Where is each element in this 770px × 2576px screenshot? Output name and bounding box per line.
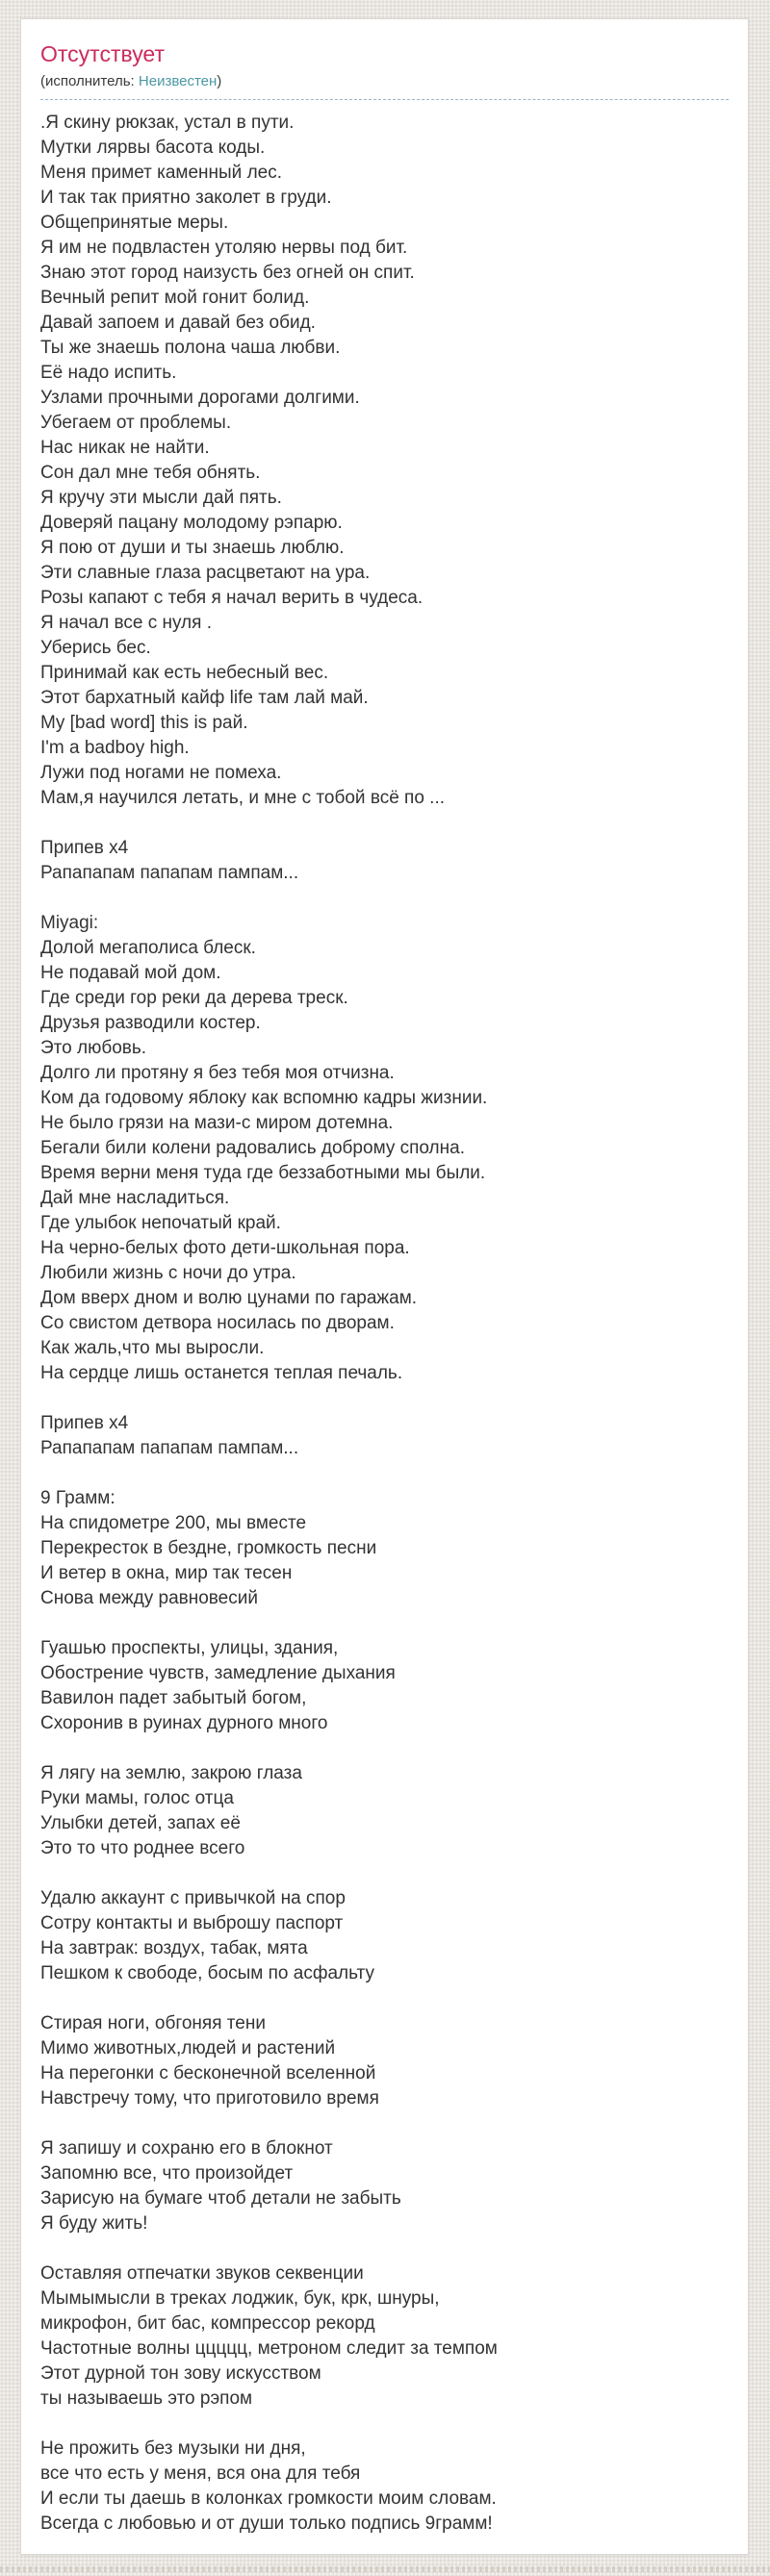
lyric-line: Узлами прочными дорогами долгими. <box>40 388 360 408</box>
lyrics-text <box>40 111 729 2537</box>
lyric-line: Стирая ноги, обгоняя тени <box>40 2013 266 2033</box>
lyric-line: Долой мегаполиса блеск. <box>40 938 256 958</box>
lyric-line: Долго ли протяну я без тебя моя отчизна. <box>40 1063 395 1083</box>
lyric-line: Мимо животных,людей и растений <box>40 2038 336 2058</box>
lyric-line: Частотные волны ццццц, метроном следит за темпом <box>40 2338 498 2359</box>
lyric-line: Время верни меня туда где беззаботными мы были. <box>40 1163 486 1183</box>
lyric-line: Я запишу и сохраню его в блокнот <box>40 2138 333 2159</box>
lyric-line: Меня примет каменный лес. <box>40 163 283 183</box>
lyric-line: На спидометре 200, мы вместе <box>40 1513 307 1533</box>
lyric-line: И так так приятно заколет в груди. <box>40 188 332 208</box>
lyric-line: Припев x4 <box>40 1413 129 1433</box>
lyric-line <box>40 1861 729 1886</box>
lyric-line: Где улыбок непочатый край. <box>40 1213 281 1233</box>
lyric-line <box>40 1986 729 2011</box>
lyric-line: Нас никак не найти. <box>40 438 210 458</box>
lyric-line: На завтрак: воздух, табак, мята <box>40 1938 308 1958</box>
lyric-line: Я кручу эти мысли дай пять. <box>40 488 282 508</box>
lyric-line: Принимай как есть небесный вес. <box>40 663 329 683</box>
lyric-line: Как жаль,что мы выросли. <box>40 1338 265 1358</box>
lyric-line: I'm a badboy high. <box>40 738 190 758</box>
lyric-line: Сон дал мне тебя обнять. <box>40 463 261 483</box>
lyric-line: Со свистом детвора носилась по дворам. <box>40 1313 395 1333</box>
lyric-line: Мам,я научился летать, и мне с тобой всё по ... <box>40 788 446 808</box>
lyric-line: Знаю этот город наизусть без огней он спит. <box>40 263 415 283</box>
lyric-line: Не прожить без музыки ни дня, <box>40 2438 306 2459</box>
artist-link[interactable]: Неизвестен <box>138 73 218 89</box>
song-title: Отсутствует <box>40 41 165 66</box>
lyric-line: Я пою от души и ты знаешь люблю. <box>40 538 345 558</box>
artist-label: (исполнитель: <box>40 73 135 89</box>
lyric-line: Обострение чувств, замедление дыхания <box>40 1663 396 1683</box>
lyric-line <box>40 2236 729 2261</box>
lyric-line: Розы капают с тебя я начал верить в чудеса. <box>40 588 424 608</box>
lyric-line: Этот бархатный кайф life там лай май. <box>40 688 369 708</box>
lyric-line: Вавилон падет забытый богом, <box>40 1688 307 1708</box>
lyric-line: Дом вверх дном и волю цунами по гаражам. <box>40 1288 418 1308</box>
lyric-line: Miyagi: <box>40 913 99 933</box>
lyric-line: И если ты даешь в колонках громкости моим словам. <box>40 2488 497 2509</box>
lyric-line: На перегонки с бесконечной вселенной <box>40 2063 376 2084</box>
lyric-line: И ветер в окна, мир так тесен <box>40 1563 293 1583</box>
lyric-line: Гуашью проспекты, улицы, здания, <box>40 1638 339 1658</box>
lyric-line: Я начал все с нуля . <box>40 613 212 633</box>
lyric-line: Я буду жить! <box>40 2213 148 2234</box>
lyric-line: Лужи под ногами не помеха. <box>40 763 282 783</box>
lyric-line: Убегаем от проблемы. <box>40 413 232 433</box>
lyric-line: Бегали били колени радовались доброму сполна. <box>40 1138 465 1158</box>
lyric-line <box>40 2111 729 2136</box>
lyric-line <box>40 1461 729 1486</box>
lyric-line: Общепринятые меры. <box>40 213 229 233</box>
lyric-line: Навстречу тому, что приготовило время <box>40 2088 379 2109</box>
lyric-line: Зарисую на бумаге чтоб детали не забыть <box>40 2188 401 2209</box>
lyrics-card <box>20 18 749 2555</box>
lyric-line: Пешком к свободе, босым по асфальту <box>40 1963 374 1983</box>
lyric-line: Друзья разводили костер. <box>40 1013 261 1033</box>
lyric-line: Схоронив в руинах дурного много <box>40 1713 328 1733</box>
lyric-line: Руки мамы, голос отца <box>40 1788 234 1808</box>
lyric-line <box>40 1611 729 1636</box>
lyric-line: Это то что роднее всего <box>40 1838 245 1858</box>
lyric-line: Мымымысли в треках лоджик, бук, крк, шнуры, <box>40 2288 440 2309</box>
lyric-line: Не подавай мой дом. <box>40 963 221 983</box>
lyric-line: Её надо испить. <box>40 363 177 383</box>
lyric-line: Припев x4 <box>40 838 129 858</box>
lyric-line: Улыбки детей, запах её <box>40 1813 241 1833</box>
lyric-line <box>40 811 729 836</box>
lyric-line <box>40 886 729 911</box>
background-dotted-band <box>0 2566 770 2572</box>
lyric-line: My [bad word] this is рай. <box>40 713 248 733</box>
lyric-line: Ком да годовому яблоку как вспомню кадры жизнии. <box>40 1088 488 1108</box>
artist-suffix: ) <box>217 73 222 89</box>
lyric-line: На черно-белых фото дети-школьная пора. <box>40 1238 410 1258</box>
lyric-line: .Я скину рюкзак, устал в пути. <box>40 113 295 133</box>
lyric-line: Всегда с любовью и от души только подпись 9грамм! <box>40 2513 493 2534</box>
lyric-line: Перекресток в бездне, громкость песни <box>40 1538 377 1558</box>
lyric-line <box>40 2412 729 2437</box>
lyric-line: Мутки лярвы басота коды. <box>40 138 266 158</box>
lyric-line: Вечный репит мой гонит болид. <box>40 288 310 308</box>
lyric-line: Снова между равновесий <box>40 1588 258 1608</box>
lyric-line: Не было грязи на мази-с миром дотемна. <box>40 1113 394 1133</box>
lyric-line: Рапапапам папапам пампам... <box>40 1438 299 1458</box>
lyric-line: Сотру контакты и выброшу паспорт <box>40 1913 344 1933</box>
lyric-line: все что есть у меня, вся она для тебя <box>40 2463 361 2484</box>
lyric-line: Запомню все, что произойдет <box>40 2163 294 2184</box>
lyric-line: На сердце лишь останется теплая печаль. <box>40 1363 403 1383</box>
lyric-line: Я лягу на землю, закрою глаза <box>40 1763 302 1783</box>
lyric-line: Удалю аккаунт с привычкой на спор <box>40 1888 346 1908</box>
lyric-line: Дай мне насладиться. <box>40 1188 230 1208</box>
lyric-line: Уберись бес. <box>40 638 151 658</box>
lyric-line: Ты же знаешь полона чаша любви. <box>40 338 341 358</box>
lyric-line: Эти славные глаза расцветают на ура. <box>40 563 371 583</box>
lyric-line: ты называешь это рэпом <box>40 2388 253 2409</box>
lyric-line: 9 Грамм: <box>40 1488 116 1508</box>
lyric-line: Я им не подвластен утоляю нервы под бит. <box>40 238 408 258</box>
lyric-line: Рапапапам папапам пампам... <box>40 863 299 883</box>
artist-line <box>40 72 729 100</box>
lyric-line: Оставляя отпечатки звуков секвенции <box>40 2263 364 2284</box>
lyric-line: микрофон, бит бас, компрессор рекорд <box>40 2313 375 2334</box>
lyric-line <box>40 1386 729 1411</box>
lyric-line: Давай запоем и давай без обид. <box>40 313 316 333</box>
lyric-line: Это любовь. <box>40 1038 147 1058</box>
lyric-line: Где среди гор реки да дерева треск. <box>40 988 348 1008</box>
lyric-line: Любили жизнь с ночи до утра. <box>40 1263 296 1283</box>
lyric-line: Этот дурной тон зову искусством <box>40 2363 321 2384</box>
lyric-line: Доверяй пацану молодому рэпарю. <box>40 513 343 533</box>
lyric-line <box>40 1736 729 1761</box>
